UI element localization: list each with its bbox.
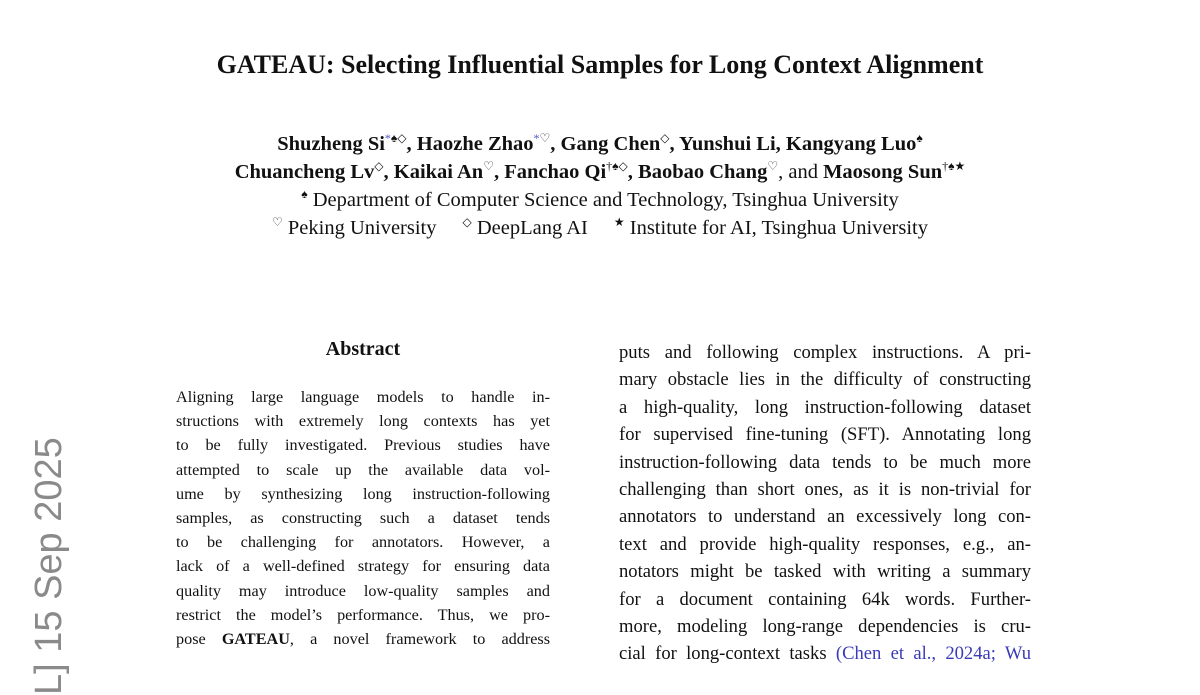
body-line: mary obstacle lies in the difficulty of constructing bbox=[619, 369, 1031, 391]
abstract-line: pose GATEAU, a novel framework to address bbox=[176, 630, 551, 649]
abstract-line: to be fully investigated. Previous studies have bbox=[176, 436, 550, 455]
abstract-line: attempted to scale up the available data vol- bbox=[176, 460, 550, 479]
affiliation-text: Peking University bbox=[282, 217, 437, 239]
body-line: more, modeling long-range dependencies is cru- bbox=[619, 616, 1031, 638]
abstract-line: to be challenging for annotators. However, a bbox=[176, 533, 550, 552]
body-text-right-column bbox=[619, 339, 1031, 668]
affiliation-mark: ◇ bbox=[462, 215, 472, 229]
author-entry: Haozhe Zhao*♡, bbox=[416, 131, 561, 155]
affiliation-line-2 bbox=[0, 214, 1200, 242]
affiliation-mark: ★ bbox=[613, 215, 625, 229]
author-line-2 bbox=[0, 158, 1200, 186]
affiliation-text: Department of Computer Science and Technology, Tsinghua University bbox=[307, 189, 899, 211]
affiliation-mark: ♡ bbox=[271, 215, 283, 229]
body-line: puts and following complex instructions. A pri- bbox=[619, 342, 1031, 363]
author-entry: Fanchao Qi†♠◇, bbox=[504, 159, 639, 183]
abstract-line: restrict the model’s performance. Thus, we pro- bbox=[176, 605, 550, 624]
abstract-line: Aligning large language models to handle in- bbox=[176, 388, 550, 406]
arxiv-stamp: L] 15 Sep 2025 bbox=[28, 437, 70, 695]
affiliation-text: DeepLang AI bbox=[471, 217, 588, 239]
abstract-line: structions with extremely long contexts has yet bbox=[176, 412, 550, 431]
author-entry: Chuancheng Lv◇, bbox=[234, 159, 394, 183]
framework-name: GATEAU bbox=[221, 630, 290, 649]
abstract-line: samples, as constructing such a dataset tends bbox=[176, 509, 550, 528]
paper-title: GATEAU: Selecting Influential Samples for Long Context Alignment bbox=[216, 50, 984, 79]
citation-link[interactable]: (Chen et al., 2024a; Wu bbox=[835, 643, 1032, 665]
author-block bbox=[0, 130, 1200, 242]
body-line: notators might be tasked with writing a summary bbox=[619, 561, 1031, 583]
author-entry: Baobao Chang♡, and bbox=[638, 159, 824, 183]
body-line: challenging than short ones, as it is non-trivial for bbox=[619, 479, 1031, 501]
body-line: annotators to understand an excessively long con- bbox=[619, 506, 1031, 528]
body-line: text and provide high-quality responses, e.g., an- bbox=[619, 533, 1031, 555]
body-line: a high-quality, long instruction-following dataset bbox=[619, 396, 1031, 418]
author-entry: Maosong Sun†♠★ bbox=[823, 159, 966, 183]
affiliation-mark: ♠ bbox=[301, 187, 308, 201]
author-entry: Kaikai An♡, bbox=[393, 159, 505, 183]
abstract-line: ume by synthesizing long instruction-following bbox=[176, 484, 550, 503]
author-line-1 bbox=[0, 130, 1200, 158]
abstract-line: quality may introduce low-quality samples and bbox=[176, 581, 550, 600]
affiliation-line-1 bbox=[0, 186, 1200, 214]
author-entry: Yunshui Li, bbox=[678, 133, 786, 155]
body-line: for supervised fine-tuning (SFT). Annotating long bbox=[619, 424, 1031, 446]
body-line: for a document containing 64k words. Further- bbox=[619, 588, 1031, 610]
body-line: instruction-following data tends to be much more bbox=[619, 451, 1031, 473]
abstract-heading: Abstract bbox=[325, 338, 401, 360]
abstract-line: lack of a well-defined strategy for ensuring data bbox=[176, 557, 550, 576]
author-entry: Shuzheng Si*♠◇, bbox=[277, 131, 417, 155]
author-entry: Gang Chen◇, bbox=[560, 131, 679, 155]
body-line: cial for long-context tasks (Chen et al., 2024a; Wu bbox=[619, 643, 1032, 665]
author-entry: Kangyang Luo♠ bbox=[785, 131, 923, 155]
abstract-text bbox=[176, 385, 550, 651]
affiliation-text: Institute for AI, Tsinghua University bbox=[624, 217, 929, 239]
